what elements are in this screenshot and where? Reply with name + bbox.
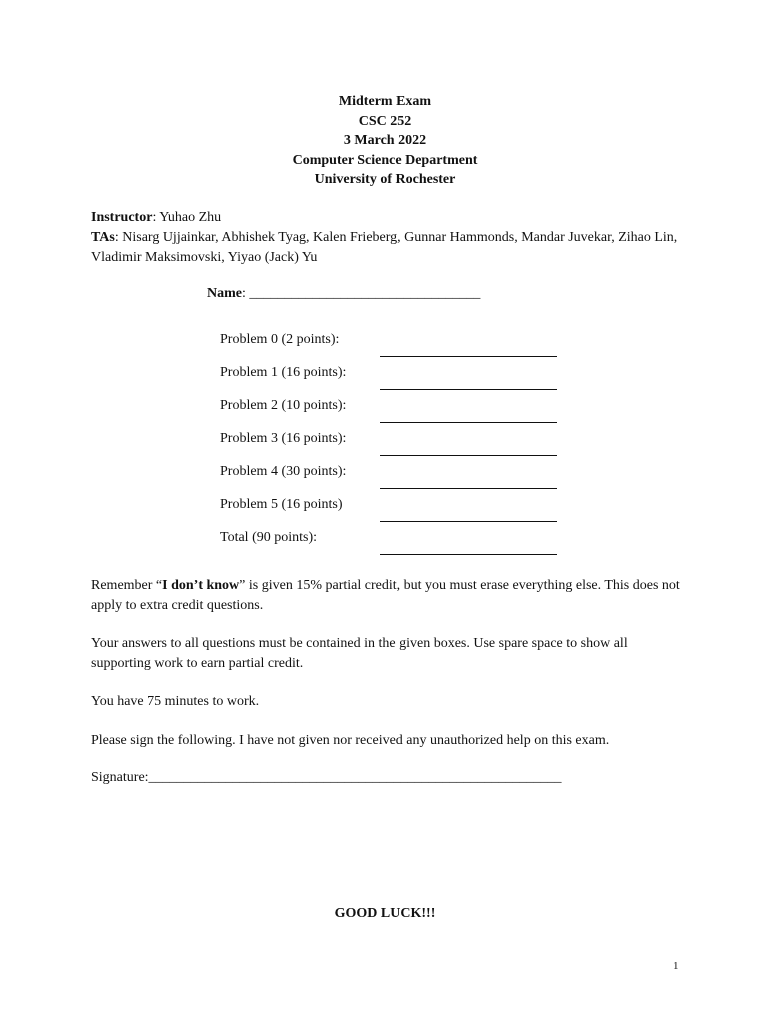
university: University of Rochester <box>314 172 456 187</box>
score-row-problem-2 <box>220 398 560 431</box>
instruction-remember <box>91 576 681 616</box>
signature-field[interactable] <box>91 770 562 786</box>
score-table <box>220 332 560 563</box>
score-label: Problem 4 (30 points): <box>220 464 347 479</box>
score-row-problem-4 <box>220 464 560 497</box>
exam-header <box>0 92 770 190</box>
remember-text-start: Remember “ <box>91 578 163 593</box>
score-row-problem-1 <box>220 365 560 398</box>
tas-names: : Nisarg Ujjainkar, Abhishek Tyag, Kalen Frieberg, Gunnar Hammonds, Mandar Juvekar, Zihao Lin, Vladimir Maksimovski, Yiyao (Jack) Yu <box>91 230 678 265</box>
instruction-answers: Your answers to all questions must be contained in the given boxes. Use spare space to show all supporting work to earn partial credit. <box>91 636 628 671</box>
score-blank[interactable] <box>380 488 557 489</box>
score-blank[interactable] <box>380 422 557 423</box>
remember-text-end: ” is given 15% partial credit, but you must erase everything else. This does not apply to extra credit questions. <box>91 578 680 613</box>
name-blank[interactable]: _________________________________ <box>249 286 481 301</box>
exam-title: Midterm Exam <box>338 94 432 109</box>
page-number: 1 <box>673 960 679 972</box>
score-label: Problem 2 (10 points): <box>220 398 347 413</box>
score-label: Total (90 points): <box>220 530 318 545</box>
department: Computer Science Department <box>292 152 478 168</box>
instruction-time: You have 75 minutes to work. <box>91 694 260 709</box>
instructor-name: : Yuhao Zhu <box>152 210 222 225</box>
score-label: Problem 0 (2 points): <box>220 332 340 347</box>
score-blank[interactable] <box>380 356 557 357</box>
tas-line <box>91 228 681 268</box>
score-blank[interactable] <box>380 554 557 555</box>
score-blank[interactable] <box>380 389 557 390</box>
score-blank[interactable] <box>380 455 557 456</box>
score-row-problem-3 <box>220 431 560 464</box>
name-field[interactable] <box>207 286 480 302</box>
score-label: Problem 3 (16 points): <box>220 431 347 446</box>
score-row-problem-5 <box>220 497 560 530</box>
signature-label: Signature: <box>91 770 149 785</box>
course-code: CSC 252 <box>358 113 412 129</box>
instructor-line <box>91 208 681 228</box>
score-row-problem-0 <box>220 332 560 365</box>
score-label: Problem 5 (16 points) <box>220 497 343 512</box>
closing-message: GOOD LUCK!!! <box>334 906 436 921</box>
signature-blank[interactable]: ___________________________________________________________ <box>148 770 562 785</box>
tas-label: TAs <box>91 230 115 245</box>
score-row-total <box>220 530 560 563</box>
instruction-honor: Please sign the following. I have not given nor received any unauthorized help on this exam. <box>91 733 610 748</box>
exam-date: 3 March 2022 <box>343 133 427 148</box>
course-staff <box>91 208 681 268</box>
instructor-label: Instructor <box>91 210 153 225</box>
i-dont-know-phrase: I don’t know <box>162 578 240 593</box>
score-label: Problem 1 (16 points): <box>220 365 347 380</box>
name-colon: : <box>242 286 250 301</box>
name-label: Name <box>207 286 242 301</box>
score-blank[interactable] <box>380 521 557 522</box>
